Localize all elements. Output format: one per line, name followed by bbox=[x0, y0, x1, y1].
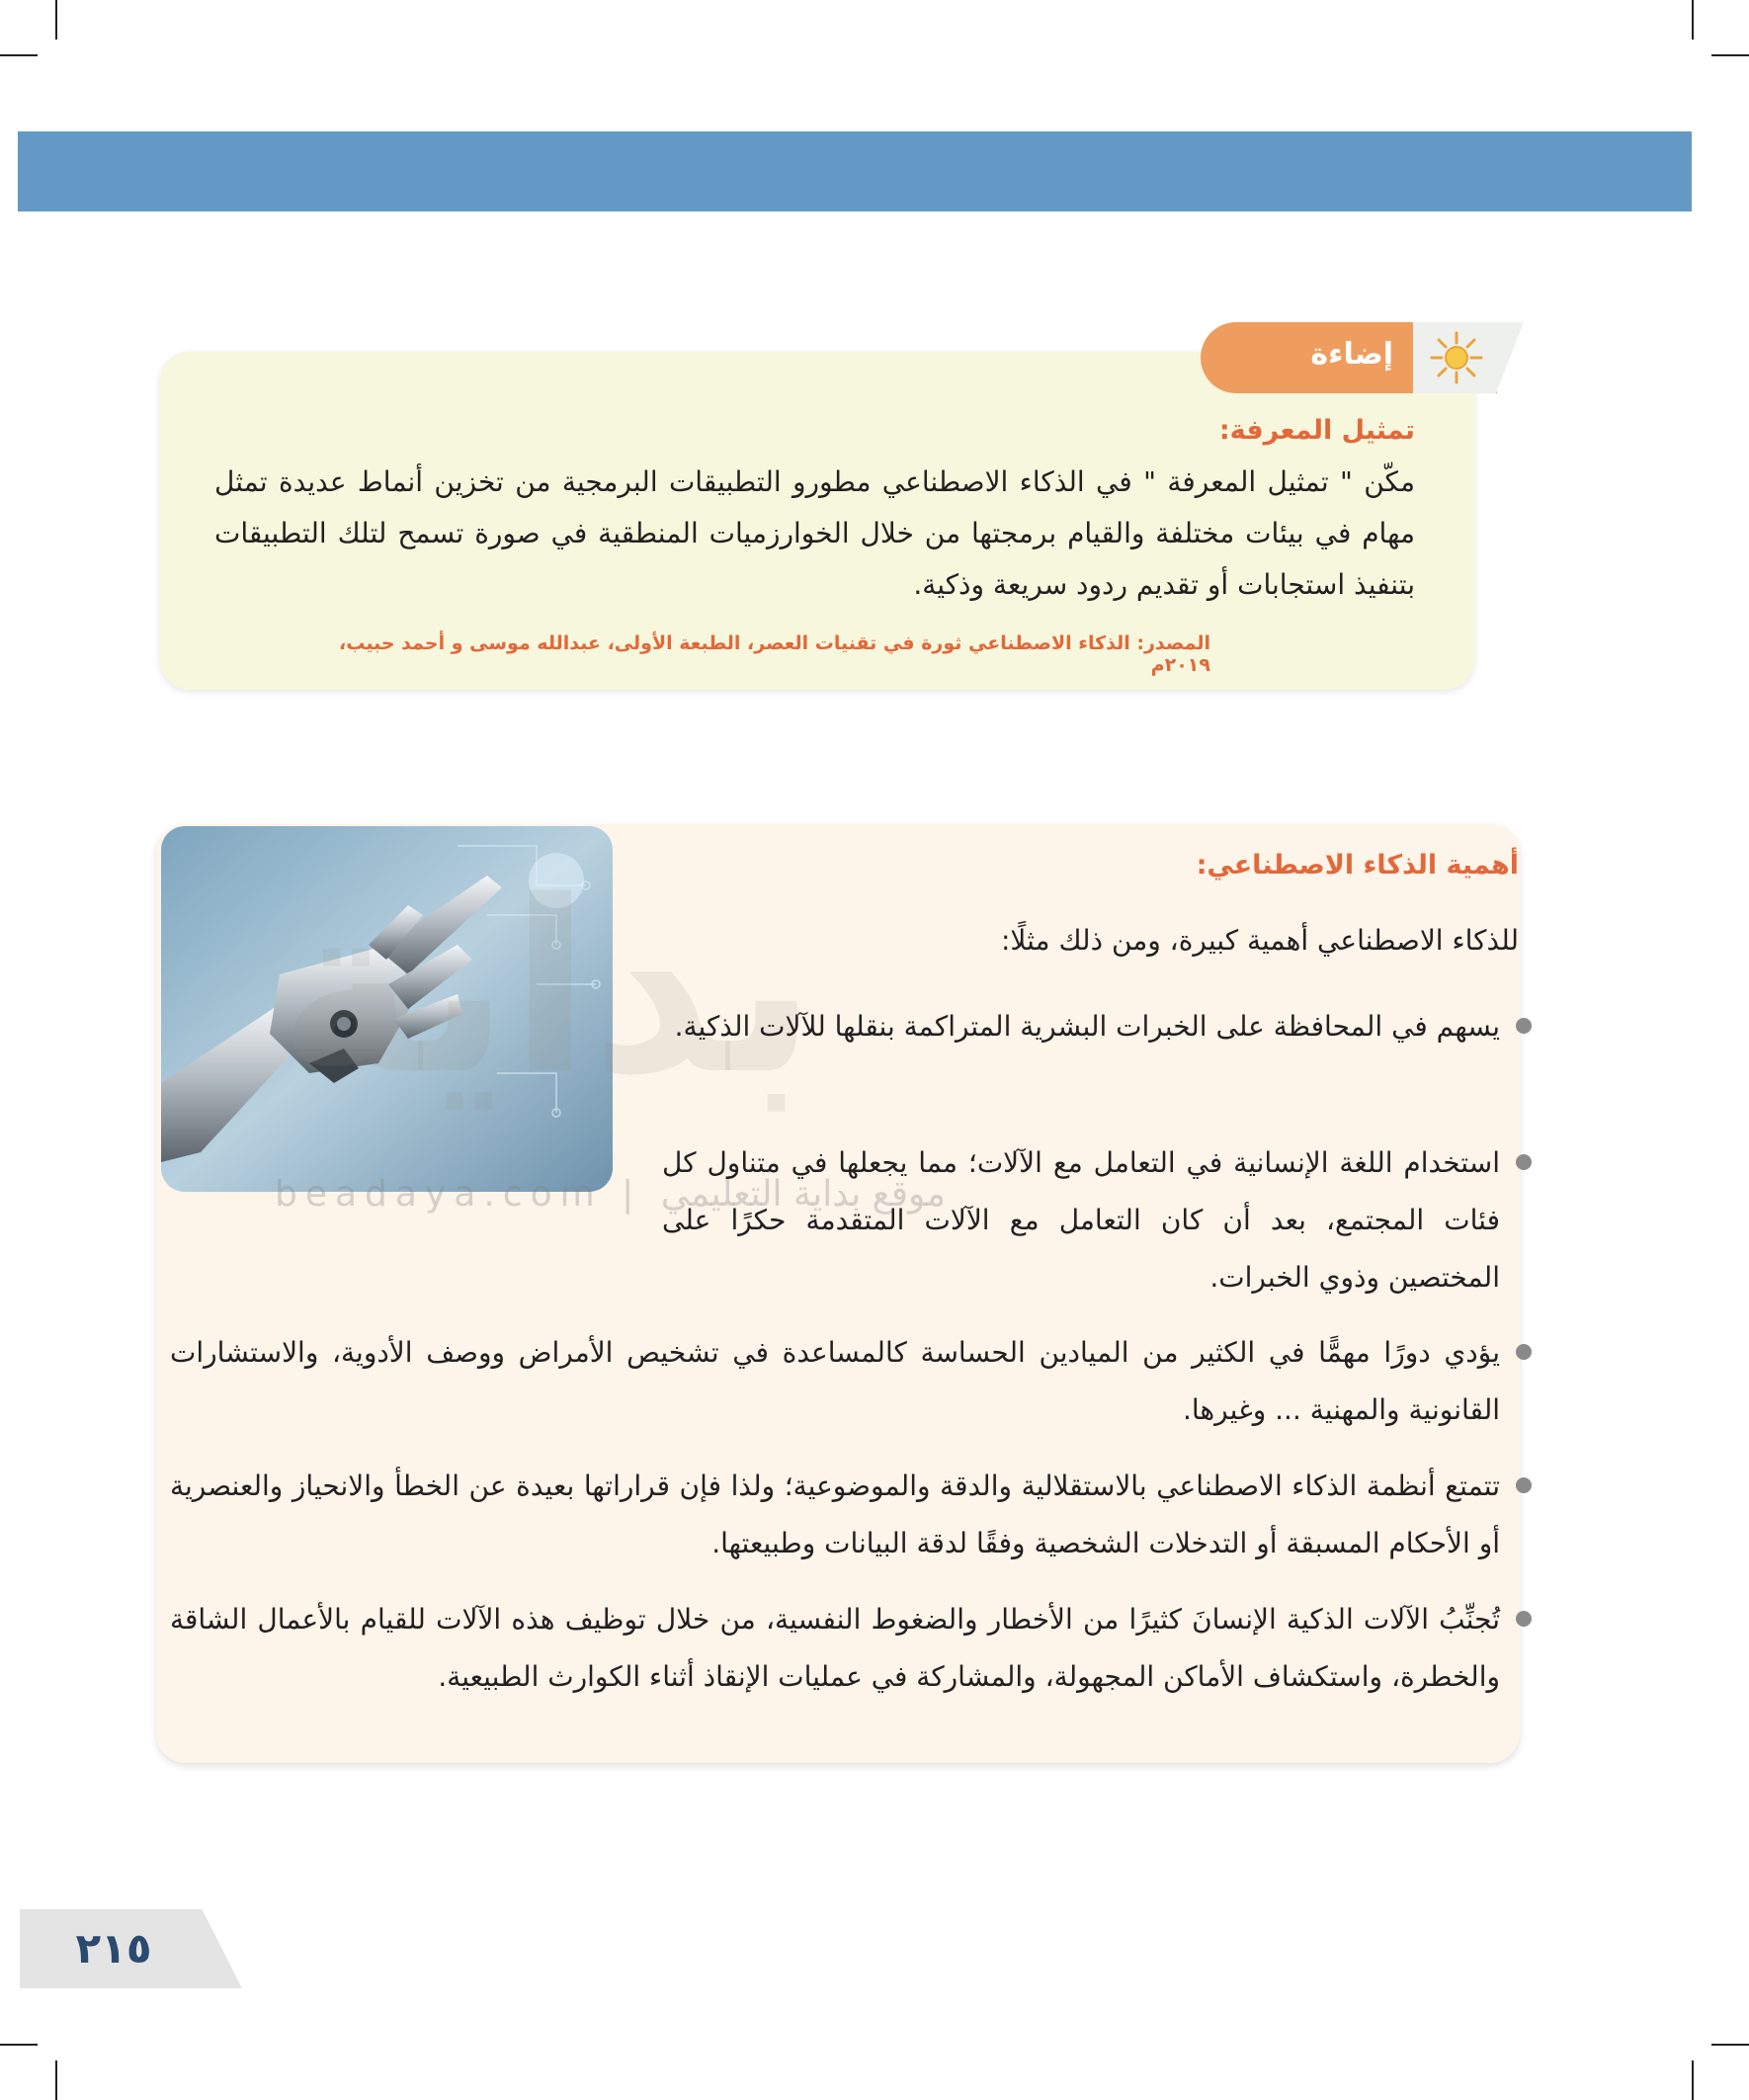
bullet-dot-icon bbox=[1516, 1611, 1532, 1627]
list-item bbox=[170, 1324, 1532, 1439]
crop-mark bbox=[1711, 54, 1749, 56]
bullet-text: يؤدي دورًا مهمًّا في الكثير من الميادين الحساسة كالمساعدة في تشخيص الأمراض ووصف الأدوية، والاستشارات القانونية والمهنية ... وغيرها. bbox=[170, 1336, 1500, 1426]
crop-mark bbox=[1692, 0, 1694, 40]
bullet-dot-icon bbox=[1516, 1344, 1532, 1360]
bullet-dot-icon bbox=[1516, 1018, 1532, 1034]
bullet-text: تتمتع أنظمة الذكاء الاصطناعي بالاستقلالية والدقة والموضوعية؛ ولذا فإن قراراتها بعيدة عن الخطأ والانحياز والعنصرية أو الأحكام المسبقة أو التدخلات الشخصية وفقًا لدقة البيانات وطبيعتها. bbox=[170, 1470, 1500, 1559]
highlight-source: المصدر: الذكاء الاصطناعي ثورة في تقنيات العصر، الطبعة الأولى، عبدالله موسى و أحمد حبيب، ٢٠١٩م bbox=[339, 632, 1210, 676]
list-item bbox=[662, 998, 1532, 1055]
list-item bbox=[662, 1134, 1532, 1306]
watermark-text: beadaya.com | موقع بداية التعليمي bbox=[275, 1174, 946, 1215]
crop-mark bbox=[1711, 2044, 1749, 2046]
header-band bbox=[18, 131, 1692, 211]
crop-mark bbox=[0, 54, 38, 56]
bullet-text: استخدام اللغة الإنسانية في التعامل مع الآلات؛ مما يجعلها في متناول كل فئات المجتمع، بعد أن كان التعامل مع الآلات المتقدمة حكرًا على المختصين وذوي الخبرات. bbox=[662, 1146, 1500, 1294]
highlight-tab-label: إضاءة bbox=[1310, 337, 1393, 372]
crop-mark bbox=[1692, 2060, 1694, 2100]
highlight-paragraph: مكّن " تمثيل المعرفة " في الذكاء الاصطناعي مطورو التطبيقات البرمجية من تخزين أنماط عديدة تمثل مهام في بيئات مختلفة والقيام برمجتها من خلال الخوارزميات المنطقية في صورة تسمح لتلك التطبيقات بتنفيذ استجابات أو تقديم ردود سريعة وذكية. bbox=[214, 465, 1415, 601]
crop-mark bbox=[55, 2060, 57, 2100]
crop-mark bbox=[55, 0, 57, 40]
importance-heading: أهمية الذكاء الاصطناعي: bbox=[1196, 850, 1519, 881]
list-item bbox=[170, 1458, 1532, 1572]
bullet-text: يسهم في المحافظة على الخبرات البشرية المتراكمة بنقلها للآلات الذكية. bbox=[674, 1010, 1500, 1043]
highlight-heading: تمثيل المعرفة: bbox=[1218, 415, 1415, 446]
bullet-dot-icon bbox=[1516, 1477, 1532, 1493]
list-item bbox=[170, 1591, 1532, 1706]
crop-mark bbox=[0, 2044, 38, 2046]
importance-intro: للذكاء الاصطناعي أهمية كبيرة، ومن ذلك مثلًا: bbox=[1000, 924, 1519, 957]
page-number: ٢١٥ bbox=[75, 1924, 152, 1973]
bullet-text: تُجنِّبُ الآلات الذكية الإنسانَ كثيرًا من الأخطار والضغوط النفسية، من خلال توظيف هذه الآلات للقيام بالأعمال الشاقة والخطرة، واستكشاف الأماكن المجهولة، والمشاركة في عمليات الإنقاذ أثناء الكوارث الطبيعية. bbox=[170, 1603, 1500, 1693]
sun-icon bbox=[1429, 330, 1484, 385]
bullet-dot-icon bbox=[1516, 1154, 1532, 1170]
watermark-logo: بداية bbox=[277, 850, 817, 1127]
